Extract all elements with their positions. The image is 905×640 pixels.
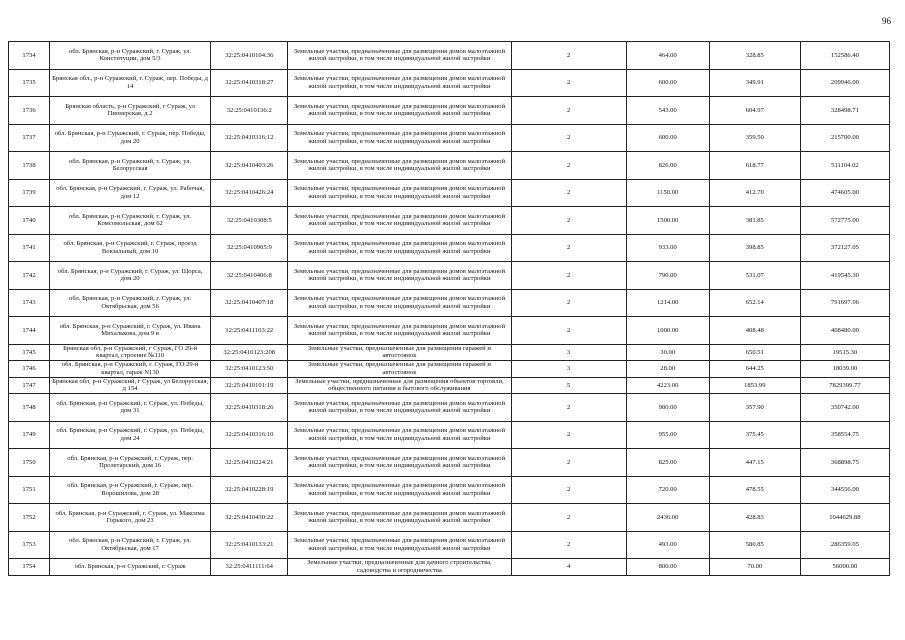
use-group-cell: 3 xyxy=(511,344,626,361)
specific-value-cell: 398.85 xyxy=(709,234,800,262)
cadastral-value-cell: 419545.30 xyxy=(800,262,889,290)
cadastral-number-cell: 32:25:0410316:10 xyxy=(211,421,288,449)
row-number-cell: 1746 xyxy=(9,361,50,378)
table-row xyxy=(9,421,890,449)
address-cell: обл. Брянская, р-н Суражский, г. Сураж, пер. Ворошилова, дом 28 xyxy=(50,476,211,504)
row-number-cell: 1754 xyxy=(9,559,50,576)
cadastral-number-cell: 32:25:0410426:24 xyxy=(211,179,288,207)
table-row xyxy=(9,361,890,378)
row-number-cell: 1745 xyxy=(9,344,50,361)
table-row xyxy=(9,179,890,207)
table-row xyxy=(9,559,890,576)
land-use-cell: Земельные участки, предназначенные для дачного строительства, садоводства и огородничества xyxy=(288,559,511,576)
cadastral-number-cell: 32:25:0410407:18 xyxy=(211,289,288,317)
table-row xyxy=(9,317,890,345)
cadastral-value-cell: 209946.00 xyxy=(800,69,889,97)
cadastral-number-cell: 32:25:0410101:19 xyxy=(211,377,288,394)
cadastral-value-cell: 19515.30 xyxy=(800,344,889,361)
specific-value-cell: 478.55 xyxy=(709,476,800,504)
table-row xyxy=(9,124,890,152)
specific-value-cell: 408.48 xyxy=(709,317,800,345)
use-group-cell: 2 xyxy=(511,317,626,345)
specific-value-cell: 618.77 xyxy=(709,152,800,180)
cadastral-value-cell: 511104.02 xyxy=(800,152,889,180)
land-use-cell: Земельные участки, предназначенные для размещения домов малоэтажной жилой застройки, в том числе индивидуальной жилой застройки xyxy=(288,317,511,345)
use-group-cell: 5 xyxy=(511,377,626,394)
table-row xyxy=(9,394,890,422)
area-cell: 800.00 xyxy=(626,559,709,576)
specific-value-cell: 652.14 xyxy=(709,289,800,317)
row-number-cell: 1750 xyxy=(9,449,50,477)
row-number-cell: 1741 xyxy=(9,234,50,262)
area-cell: 826.00 xyxy=(626,152,709,180)
use-group-cell: 2 xyxy=(511,394,626,422)
area-cell: 790.00 xyxy=(626,262,709,290)
specific-value-cell: 1853.99 xyxy=(709,377,800,394)
use-group-cell: 2 xyxy=(511,152,626,180)
area-cell: 600.00 xyxy=(626,124,709,152)
row-number-cell: 1739 xyxy=(9,179,50,207)
row-number-cell: 1753 xyxy=(9,531,50,559)
area-cell: 30.00 xyxy=(626,344,709,361)
row-number-cell: 1743 xyxy=(9,289,50,317)
row-number-cell: 1751 xyxy=(9,476,50,504)
use-group-cell: 3 xyxy=(511,361,626,378)
area-cell: 493.00 xyxy=(626,531,709,559)
table-row xyxy=(9,476,890,504)
land-use-cell: Земельные участки, предназначенные для размещения домов малоэтажной жилой застройки, в том числе индивидуальной жилой застройки xyxy=(288,531,511,559)
table-row xyxy=(9,97,890,125)
address-cell: обл. Брянская, р-н Суражский, г. Сураж, ул. Рабочая, дом 12 xyxy=(50,179,211,207)
cadastral-value-cell: 350742.00 xyxy=(800,394,889,422)
cadastral-value-cell: 572775.00 xyxy=(800,207,889,235)
row-number-cell: 1735 xyxy=(9,69,50,97)
land-use-cell: Земельные участки, предназначенные для размещения домов малоэтажной жилой застройки, в том числе индивидуальной жилой застройки xyxy=(288,421,511,449)
use-group-cell: 2 xyxy=(511,42,626,70)
cadastral-value-cell: 372127.05 xyxy=(800,234,889,262)
cadastral-number-cell: 32:25:0410123:50 xyxy=(211,361,288,378)
area-cell: 1150.00 xyxy=(626,179,709,207)
address-cell: обл. Брянская, р-н Суражский, г. Сураж, ул. Октябрьская, дом 56 xyxy=(50,289,211,317)
table-row xyxy=(9,531,890,559)
cadastral-number-cell: 32:25:0410123:208 xyxy=(211,344,288,361)
table-row xyxy=(9,449,890,477)
cadastral-number-cell: 32:25:0410308:5 xyxy=(211,207,288,235)
table-row xyxy=(9,152,890,180)
area-cell: 4223.00 xyxy=(626,377,709,394)
cadastral-number-cell: 32:25:0410228:19 xyxy=(211,476,288,504)
land-use-cell: Земельные участки, предназначенные для размещения домов малоэтажной жилой застройки, в том числе индивидуальной жилой застройки xyxy=(288,262,511,290)
area-cell: 28.00 xyxy=(626,361,709,378)
cadastral-value-cell: 18039.00 xyxy=(800,361,889,378)
area-cell: 600.00 xyxy=(626,69,709,97)
area-cell: 933.00 xyxy=(626,234,709,262)
address-cell: Брянская обл, р-н Суражский, г Сураж, ГО 29-й квартал, строение №110 xyxy=(50,344,211,361)
use-group-cell: 2 xyxy=(511,476,626,504)
use-group-cell: 2 xyxy=(511,421,626,449)
area-cell: 955.00 xyxy=(626,421,709,449)
address-cell: обл. Брянская, р-н Суражский, г. Сураж, проезд Вокзальный, дом 10 xyxy=(50,234,211,262)
land-use-cell: Земельные участки, предназначенные для размещения домов малоэтажной жилой застройки, в том числе индивидуальной жилой застройки xyxy=(288,179,511,207)
table-row xyxy=(9,377,890,394)
cadastral-number-cell: 32:25:0410406:8 xyxy=(211,262,288,290)
use-group-cell: 4 xyxy=(511,559,626,576)
cadastral-number-cell: 32:25:0410136:2 xyxy=(211,97,288,125)
specific-value-cell: 580.85 xyxy=(709,531,800,559)
land-use-cell: Земельные участки, предназначенные для размещения домов малоэтажной жилой застройки, в том числе индивидуальной жилой застройки xyxy=(288,394,511,422)
row-number-cell: 1737 xyxy=(9,124,50,152)
page-number: 96 xyxy=(882,16,891,26)
row-number-cell: 1734 xyxy=(9,42,50,70)
table-row xyxy=(9,344,890,361)
land-use-cell: Земельные участки, предназначенные для размещения домов малоэтажной жилой застройки, в том числе индивидуальной жилой застройки xyxy=(288,42,511,70)
use-group-cell: 2 xyxy=(511,69,626,97)
cadastral-number-cell: 32:25:0410316:12 xyxy=(211,124,288,152)
area-cell: 464.00 xyxy=(626,42,709,70)
cadastral-value-cell: 7829399.77 xyxy=(800,377,889,394)
area-cell: 543.00 xyxy=(626,97,709,125)
address-cell: обл. Брянская, р-н Суражский, г. Сураж, пер. Пролетарский, дом 16 xyxy=(50,449,211,477)
cadastral-number-cell: 32:25:0410905:9 xyxy=(211,234,288,262)
address-cell: обл. Брянская, р-н Суражский, г. Сураж, ул. Победы, дом 31 xyxy=(50,394,211,422)
use-group-cell: 2 xyxy=(511,124,626,152)
land-use-cell: Земельные участки, предназначенные для размещения домов малоэтажной жилой застройки, в том числе индивидуальной жилой застройки xyxy=(288,504,511,532)
address-cell: Брянская обл, р-н Суражский, г Сураж, ул Белорусская, д 154 xyxy=(50,377,211,394)
specific-value-cell: 531.07 xyxy=(709,262,800,290)
address-cell: обл. Брянская, р-н Суражский, г. Сураж xyxy=(50,559,211,576)
cadastral-value-cell: 408480.00 xyxy=(800,317,889,345)
area-cell: 825.00 xyxy=(626,449,709,477)
land-use-cell: Земельные участки, предназначенные для размещения гаражей и автостоянок xyxy=(288,344,511,361)
row-number-cell: 1748 xyxy=(9,394,50,422)
specific-value-cell: 428.83 xyxy=(709,504,800,532)
use-group-cell: 2 xyxy=(511,234,626,262)
use-group-cell: 2 xyxy=(511,504,626,532)
cadastral-value-cell: 286359.05 xyxy=(800,531,889,559)
cadastral-value-cell: 358554.75 xyxy=(800,421,889,449)
land-use-cell: Земельные участки, предназначенные для размещения домов малоэтажной жилой застройки, в том числе индивидуальной жилой застройки xyxy=(288,449,511,477)
land-use-cell: Земельные участки, предназначенные для размещения объектов торговли, общественного питания и бытового обслуживания xyxy=(288,377,511,394)
use-group-cell: 2 xyxy=(511,97,626,125)
address-cell: обл. Брянская, р-н Суражский, г. Сураж, ул. Конституции, дом 5/3 xyxy=(50,42,211,70)
address-cell: Брянская обл., р-н Суражский, г. Сураж, пер. Победы, д 14 xyxy=(50,69,211,97)
cadastral-value-cell: 152586.40 xyxy=(800,42,889,70)
specific-value-cell: 375.45 xyxy=(709,421,800,449)
cadastral-value-cell: 328498.71 xyxy=(800,97,889,125)
cadastral-number-cell: 32:25:0411103:22 xyxy=(211,317,288,345)
row-number-cell: 1744 xyxy=(9,317,50,345)
specific-value-cell: 644.25 xyxy=(709,361,800,378)
land-use-cell: Земельные участки, предназначенные для размещения домов малоэтажной жилой застройки, в том числе индивидуальной жилой застройки xyxy=(288,97,511,125)
row-number-cell: 1742 xyxy=(9,262,50,290)
area-cell: 720.00 xyxy=(626,476,709,504)
cadastral-number-cell: 32:25:0410318:27 xyxy=(211,69,288,97)
specific-value-cell: 604.97 xyxy=(709,97,800,125)
table-row xyxy=(9,504,890,532)
cadastral-value-cell: 368898.75 xyxy=(800,449,889,477)
row-number-cell: 1749 xyxy=(9,421,50,449)
cadastral-number-cell: 32:25:0410403:26 xyxy=(211,152,288,180)
area-cell: 1214.00 xyxy=(626,289,709,317)
address-cell: обл. Брянская, р-н Суражский, г. Сураж, ул. Щорса, дом 20 xyxy=(50,262,211,290)
specific-value-cell: 381.85 xyxy=(709,207,800,235)
address-cell: Брянская область, р-н Суражский, г Сураж, ул Пионерская, д 2 xyxy=(50,97,211,125)
address-cell: обл. Брянская, р-н Суражский, г. Сураж, ул. Октябрьская, дом 17 xyxy=(50,531,211,559)
address-cell: обл. Брянская, р-н Суражский, г. Сураж, ул. Ивана Михалькова, дом 9 в xyxy=(50,317,211,345)
specific-value-cell: 349.91 xyxy=(709,69,800,97)
row-number-cell: 1736 xyxy=(9,97,50,125)
address-cell: обл. Брянская, р-н Суражский, г. Сураж, пер. Победы, дом 20 xyxy=(50,124,211,152)
address-cell: обл. Брянская, р-н Суражский, г. Сураж, ул. Белорусская xyxy=(50,152,211,180)
use-group-cell: 2 xyxy=(511,207,626,235)
table-row xyxy=(9,234,890,262)
area-cell: 1000.00 xyxy=(626,317,709,345)
cadastral-number-cell: 32:25:0410133:21 xyxy=(211,531,288,559)
table-row xyxy=(9,262,890,290)
land-use-cell: Земельные участки, предназначенные для размещения домов малоэтажной жилой застройки, в том числе индивидуальной жилой застройки xyxy=(288,124,511,152)
cadastral-number-cell: 32:25:0410318:26 xyxy=(211,394,288,422)
address-cell: обл. Брянская, р-н Суражский, г. Сураж, ул. Комсомольская, дом 62 xyxy=(50,207,211,235)
address-cell: обл. Брянская, р-н Суражский, г. Сураж, ул. Победы, дом 24 xyxy=(50,421,211,449)
specific-value-cell: 70.00 xyxy=(709,559,800,576)
use-group-cell: 2 xyxy=(511,179,626,207)
address-cell: обл. Брянская, р-н Суражский, г. Сураж, ГО 29-й квартал, гараж N130 xyxy=(50,361,211,378)
cadastral-value-table xyxy=(8,41,890,576)
table-row xyxy=(9,207,890,235)
use-group-cell: 2 xyxy=(511,262,626,290)
use-group-cell: 2 xyxy=(511,531,626,559)
table-row xyxy=(9,289,890,317)
area-cell: 2436.00 xyxy=(626,504,709,532)
land-use-cell: Земельные участки, предназначенные для размещения гаражей и автостоянок xyxy=(288,361,511,378)
specific-value-cell: 357.90 xyxy=(709,394,800,422)
row-number-cell: 1740 xyxy=(9,207,50,235)
address-cell: обл. Брянская, р-н Суражский, г. Сураж, ул. Максима Горького, дом 23 xyxy=(50,504,211,532)
land-use-cell: Земельные участки, предназначенные для размещения домов малоэтажной жилой застройки, в том числе индивидуальной жилой застройки xyxy=(288,289,511,317)
row-number-cell: 1747 xyxy=(9,377,50,394)
area-cell: 980.00 xyxy=(626,394,709,422)
land-use-cell: Земельные участки, предназначенные для размещения домов малоэтажной жилой застройки, в том числе индивидуальной жилой застройки xyxy=(288,207,511,235)
table-row xyxy=(9,69,890,97)
table-row xyxy=(9,42,890,70)
cadastral-number-cell: 32:25:0411111:64 xyxy=(211,559,288,576)
cadastral-number-cell: 32:25:0410104:36 xyxy=(211,42,288,70)
use-group-cell: 2 xyxy=(511,449,626,477)
land-use-cell: Земельные участки, предназначенные для размещения домов малоэтажной жилой застройки, в том числе индивидуальной жилой застройки xyxy=(288,234,511,262)
specific-value-cell: 447.15 xyxy=(709,449,800,477)
cadastral-number-cell: 32:25:0410430:22 xyxy=(211,504,288,532)
cadastral-value-cell: 474605.00 xyxy=(800,179,889,207)
area-cell: 1500.00 xyxy=(626,207,709,235)
cadastral-number-cell: 32:25:0410224:21 xyxy=(211,449,288,477)
specific-value-cell: 359.50 xyxy=(709,124,800,152)
cadastral-value-cell: 215700.00 xyxy=(800,124,889,152)
cadastral-value-cell: 791697.96 xyxy=(800,289,889,317)
specific-value-cell: 412.70 xyxy=(709,179,800,207)
specific-value-cell: 328.85 xyxy=(709,42,800,70)
cadastral-value-cell: 56000.00 xyxy=(800,559,889,576)
land-use-cell: Земельные участки, предназначенные для размещения домов малоэтажной жилой застройки, в том числе индивидуальной жилой застройки xyxy=(288,152,511,180)
land-use-cell: Земельные участки, предназначенные для размещения домов малоэтажной жилой застройки, в том числе индивидуальной жилой застройки xyxy=(288,69,511,97)
specific-value-cell: 650.51 xyxy=(709,344,800,361)
land-use-cell: Земельные участки, предназначенные для размещения домов малоэтажной жилой застройки, в том числе индивидуальной жилой застройки xyxy=(288,476,511,504)
cadastral-value-cell: 1044629.88 xyxy=(800,504,889,532)
row-number-cell: 1738 xyxy=(9,152,50,180)
cadastral-value-cell: 344556.00 xyxy=(800,476,889,504)
use-group-cell: 2 xyxy=(511,289,626,317)
row-number-cell: 1752 xyxy=(9,504,50,532)
